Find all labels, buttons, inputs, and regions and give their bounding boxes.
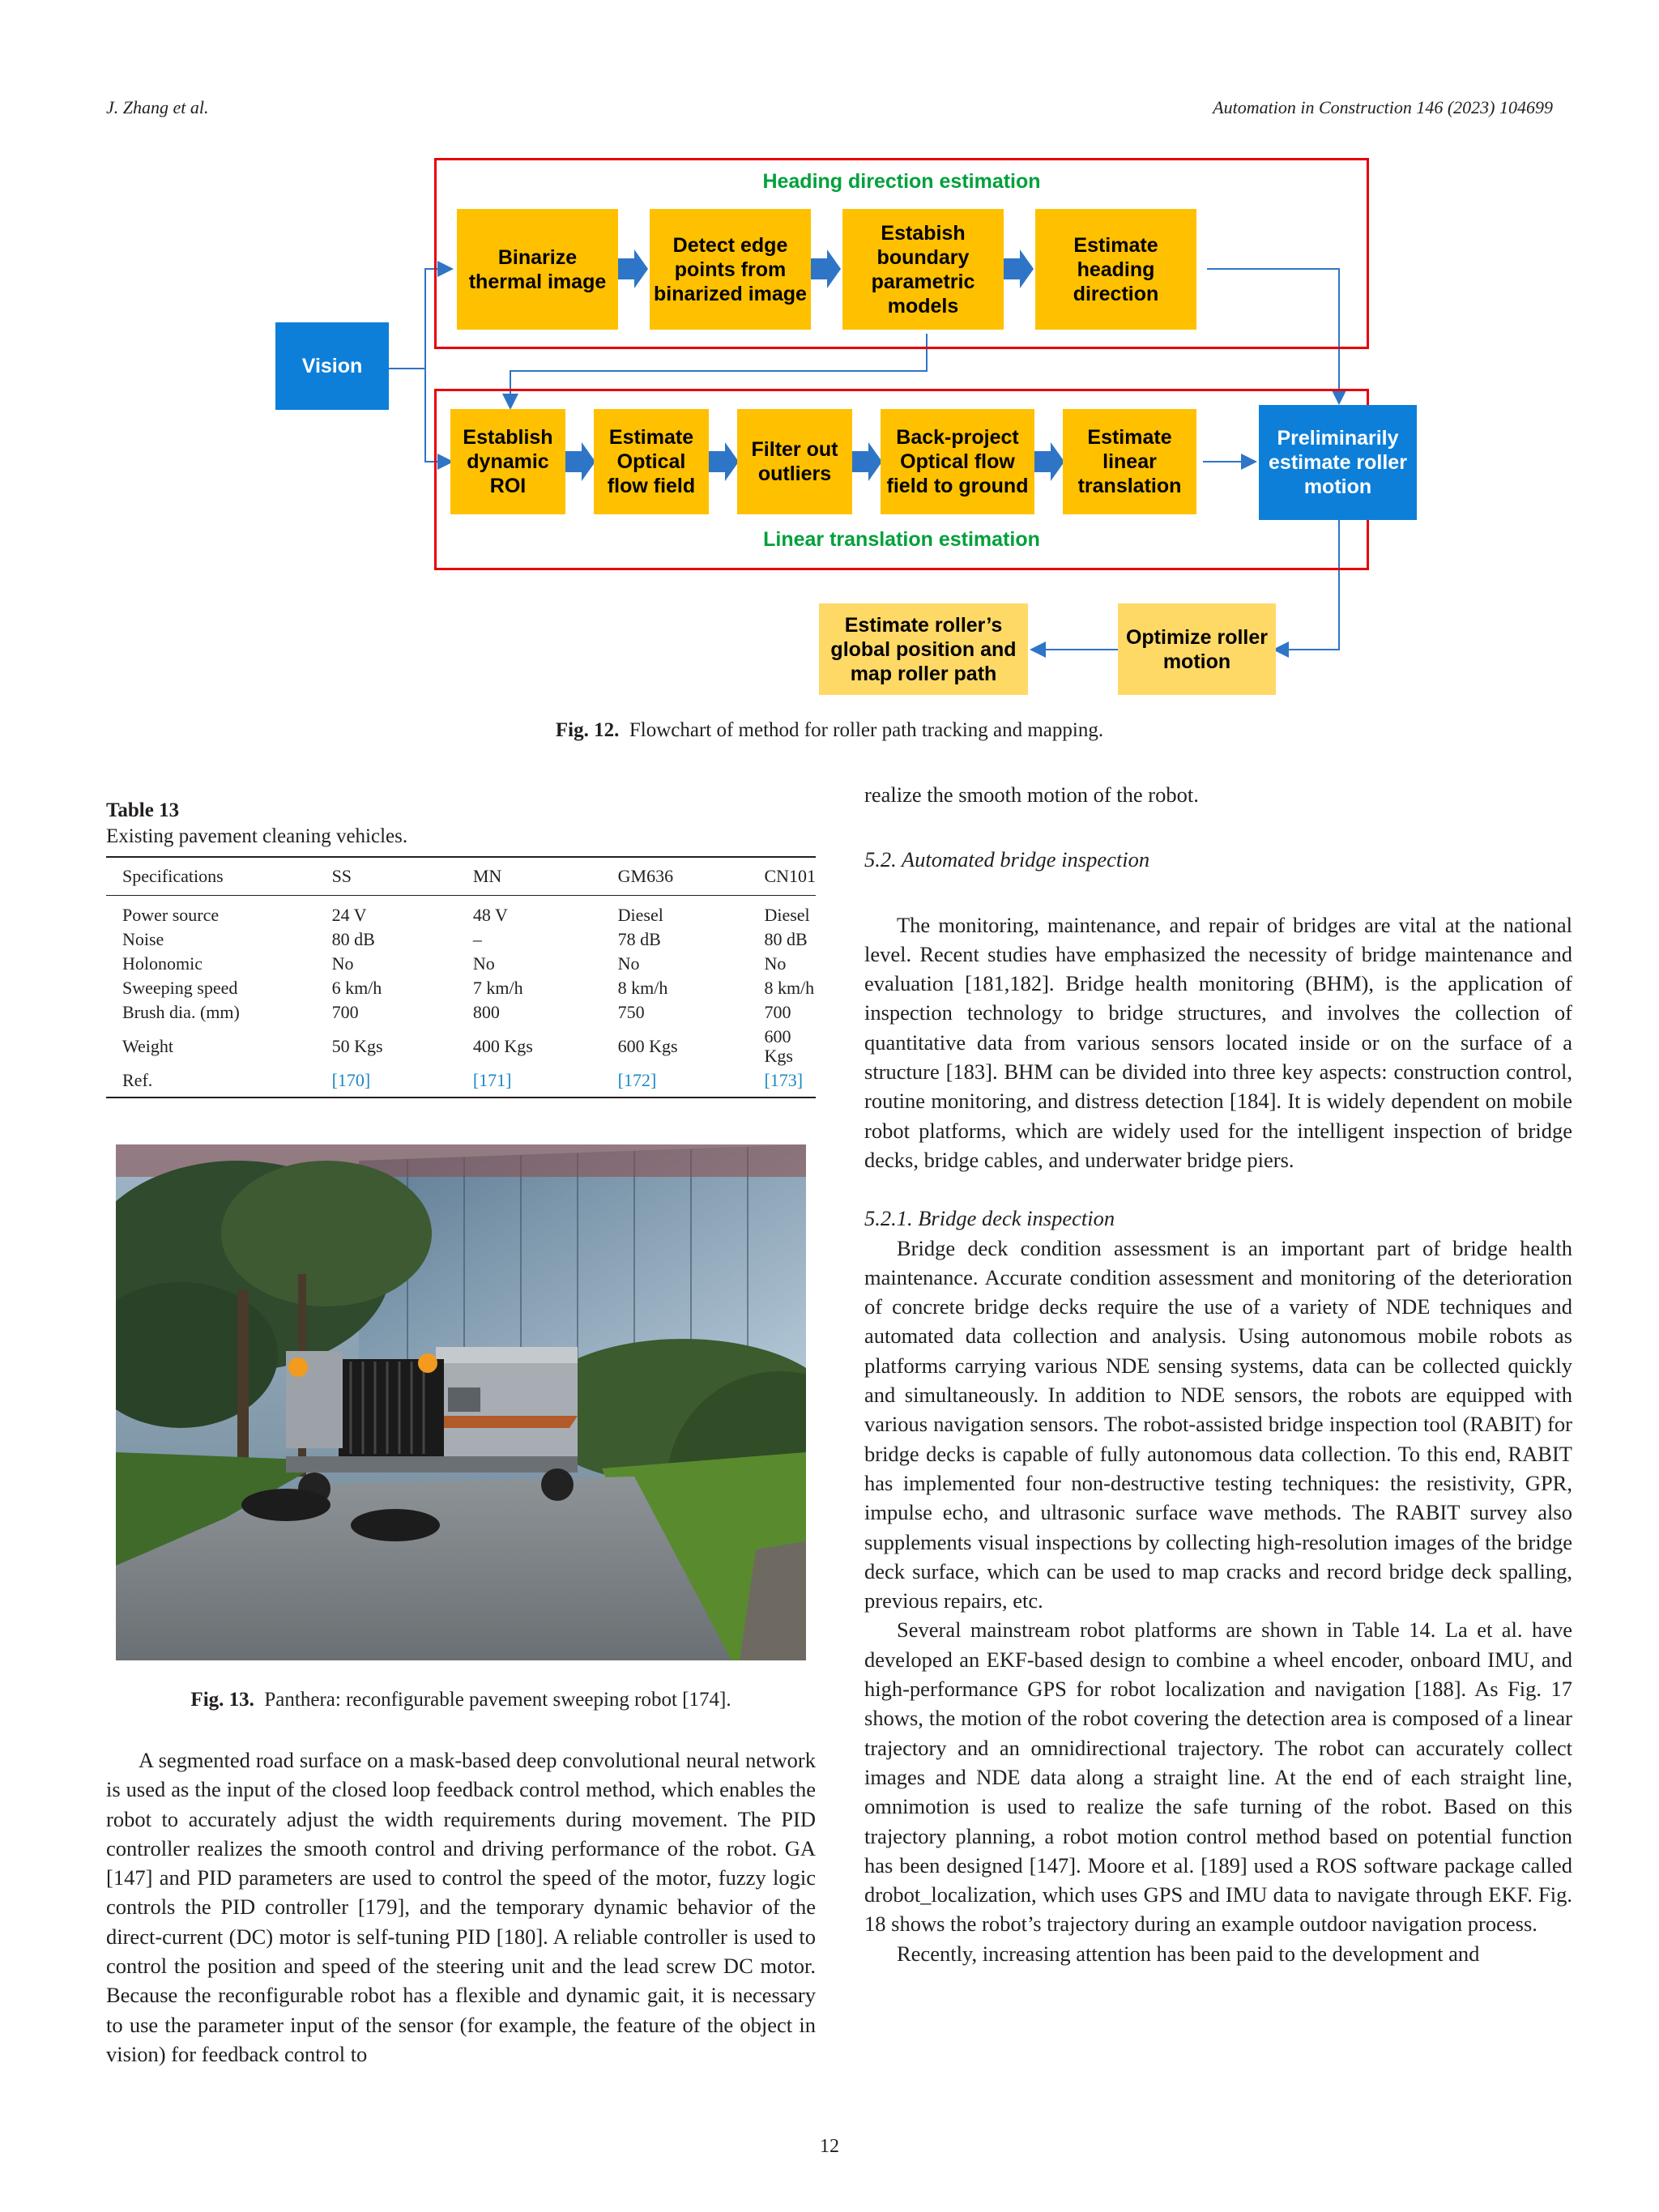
running-header-journal: Automation in Construction 146 (2023) 104699	[1213, 97, 1553, 117]
table13-block	[106, 798, 816, 1098]
fig12-label: Fig. 12.	[555, 719, 620, 741]
table-cell: No	[617, 953, 640, 974]
table-row	[106, 952, 816, 976]
table-cell: Holonomic	[122, 953, 203, 974]
table-cell: Diesel	[764, 905, 810, 925]
table-ref-link[interactable]: [172]	[602, 1068, 748, 1097]
table13-label: Table 13	[106, 799, 180, 821]
prelim-motion-box: Preliminarily estimate roller motion	[1259, 405, 1417, 520]
table-cell: Ref.	[106, 1068, 316, 1097]
table-cell: 80 dB	[764, 929, 808, 949]
body-paragraph: Bridge deck condition assessment is an important part of bridge health maintenance. Accurate condition assessment and monitoring of the deterioration of concrete bridge decks require the use of a variety of NDE techniques and automated data collection and analysis. Using autonomous mobile robots as platforms carrying various NDE sensing systems, data can be collected quickly and simultaneously. In addition to NDE sensors, the robots are equipped with various navigation sensors. The robot-assisted bridge inspection tool (RABIT) for bridge decks is capable of fully autonomous data collection. To this end, RABIT has implemented four non-destructive testing techniques: the resistivity, GPR, impulse echo, and ultrasonic surface wave methods. The RABIT survey also supplements visual inspections by collecting high-resolution images of the bridge deck surface, which can be used to map cracks and record bridge deck spalling, previous repairs, etc.	[864, 1235, 1572, 1613]
table-header-cell: SS	[316, 857, 457, 896]
fig13-caption	[106, 1689, 816, 1711]
filter-outliers-box: Filter out outliers	[737, 409, 852, 514]
table-header-cell: GM636	[602, 857, 748, 896]
boundary-models-box: Estabish boundary parametric models	[842, 209, 1004, 330]
body-paragraph: The monitoring, maintenance, and repair of bridges are vital at the national level. Recent studies have emphasized the necessity of bridge maintenance and evaluation [181,182]. Bridge health monitoring (BHM), is the application of inspection technology to bridge structures, and involves the collection of quantitative data from various sensors located inside or on the surface of a structure [183]. BHM can be divided into three key aspects: construction control, routine monitoring, and distress detection [184]. It is widely dependent on mobile robot platforms, which are widely used for the intelligent inspection of bridge decks, bridge cables, and underwater bridge piers.	[864, 912, 1572, 1172]
section-heading-5-2: 5.2. Automated bridge inspection	[864, 847, 1150, 872]
right-column	[864, 780, 1572, 1968]
table-cell: Noise	[122, 929, 164, 949]
table-row	[106, 976, 816, 1000]
back-project-box: Back-project Optical flow field to ground	[881, 409, 1034, 514]
dynamic-roi-box: Establish dynamic ROI	[450, 409, 565, 514]
table-header-cell: MN	[457, 857, 602, 896]
table-cell: 8 km/h	[617, 978, 668, 998]
table-cell: 48 V	[472, 905, 508, 925]
body-paragraph: realize the smooth motion of the robot.	[864, 782, 1199, 807]
table-cell: 600 Kgs	[764, 1026, 793, 1066]
fig12-text: Flowchart of method for roller path tracking and mapping.	[629, 719, 1104, 741]
table-cell: 700	[331, 1002, 359, 1022]
table-row	[106, 1025, 816, 1068]
global-position-box: Estimate roller’s global position and map roller path	[819, 603, 1028, 695]
fig13-label: Fig. 13.	[190, 1689, 254, 1711]
table-cell: 400 Kgs	[472, 1036, 533, 1056]
table-cell: 600 Kgs	[617, 1036, 678, 1056]
page-number: 12	[820, 2136, 839, 2157]
vision-box: Vision	[275, 322, 389, 410]
fig12-caption	[0, 719, 1659, 742]
table-cell: 78 dB	[617, 929, 661, 949]
table-header-row	[106, 857, 816, 896]
robot-photo-illustration	[116, 1144, 806, 1660]
table13-title: Existing pavement cleaning vehicles.	[106, 825, 408, 847]
section-heading-5-2-1: 5.2.1. Bridge deck inspection	[864, 1206, 1115, 1231]
body-paragraph: Recently, increasing attention has been paid to the development and	[897, 1941, 1480, 1966]
table-cell: Brush dia. (mm)	[122, 1002, 240, 1022]
table-cell: 24 V	[331, 905, 367, 925]
table-row	[106, 927, 816, 952]
flowchart-figure	[267, 154, 1434, 705]
table-cell: Weight	[122, 1036, 173, 1056]
binarize-box: Binarize thermal image	[457, 209, 618, 330]
table-cell: 50 Kgs	[331, 1036, 383, 1056]
table-cell: 7 km/h	[472, 978, 523, 998]
table-cell: 8 km/h	[764, 978, 815, 998]
table-cell: 750	[617, 1002, 645, 1022]
linear-translation-box: Estimate linear translation	[1063, 409, 1196, 514]
table-cell: No	[472, 953, 495, 974]
table-cell: Diesel	[617, 905, 663, 925]
optical-flow-box: Estimate Optical flow field	[594, 409, 709, 514]
optimize-motion-box: Optimize roller motion	[1118, 603, 1276, 695]
table-row	[106, 896, 816, 928]
table-cell: 6 km/h	[331, 978, 382, 998]
detect-edge-box: Detect edge points from binarized image	[650, 209, 811, 330]
table-cell: 80 dB	[331, 929, 375, 949]
fig13-text: Panthera: reconfigurable pavement sweeping robot [174].	[264, 1689, 731, 1711]
table-row	[106, 1000, 816, 1025]
left-column	[106, 1745, 816, 2069]
table-ref-link[interactable]: [173]	[748, 1068, 816, 1097]
table-cell: 700	[764, 1002, 791, 1022]
heading-estimation-title: Heading direction estimation	[762, 170, 1041, 193]
table-cell: –	[472, 929, 482, 949]
table-header-cell: CN101	[748, 857, 816, 896]
table-ref-link[interactable]: [171]	[457, 1068, 602, 1097]
linear-estimation-title: Linear translation estimation	[763, 528, 1040, 551]
table13	[106, 856, 816, 1098]
table-cell: Power source	[122, 905, 220, 925]
running-header-authors: J. Zhang et al.	[106, 97, 209, 117]
table-cell: No	[764, 953, 787, 974]
table-cell: 800	[472, 1002, 500, 1022]
table-header-cell: Specifications	[106, 857, 316, 896]
table-cell: Sweeping speed	[122, 978, 238, 998]
table-cell: No	[331, 953, 354, 974]
robot-photo	[116, 1144, 806, 1660]
body-paragraph: Several mainstream robot platforms are shown in Table 14. La et al. have developed an EKF-based design to combine a wheel encoder, onboard IMU, and high-performance GPS for robot localization and navigation [188]. As Fig. 17 shows, the motion of the robot covering the detection area is composed of a linear trajectory and an omnidirectional trajectory. The robot can accurately collect images and NDE data along a straight line. At the end of each straight line, omnimotion is used to realize the safe turning of the robot. Based on this trajectory planning, a robot motion control method based on potential function has been designed [147]. Moore et al. [189] used a ROS software package called drobot_localization, which uses GPS and IMU data to navigate through EKF. Fig. 18 shows the robot’s trajectory during an example outdoor navigation process.	[864, 1617, 1572, 1937]
body-paragraph: A segmented road surface on a mask-based deep convolutional neural network is used as the input of the closed loop feedback control method, which enables the robot to accurately adjust the width requirements during movement. The PID controller realizes the smooth control and driving performance of the robot. GA [147] and PID parameters are used to control the speed of the motor, fuzzy logic controls the PID controller [179], and the temporary dynamic behavior of the direct-current (DC) motor is self-tuning PID [180]. A reliable controller is used to control the position and speed of the steering unit and the lead screw DC motor. Because the reconfigurable robot has a flexible and dynamic gait, it is necessary to use the parameter input of the sensor (for example, the feature of the object in vision) for feedback control to	[106, 1748, 816, 2066]
table-ref-link[interactable]: [170]	[316, 1068, 457, 1097]
estimate-heading-box: Estimate heading direction	[1035, 209, 1196, 330]
table-row	[106, 1068, 816, 1097]
